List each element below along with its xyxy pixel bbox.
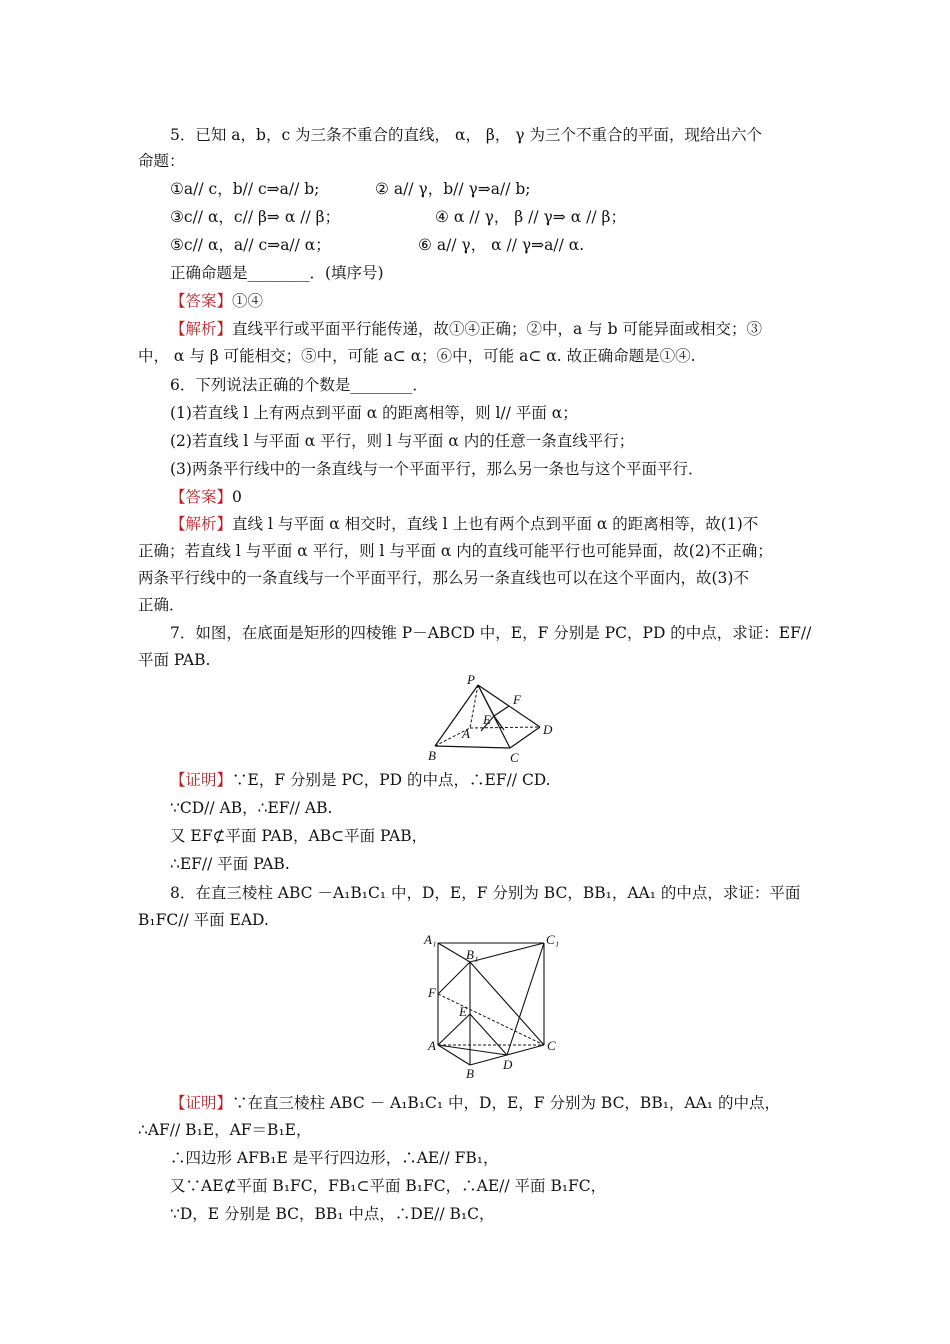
q6-analysis-line3: 两条平行线中的一条直线与一个平面平行，那么另一条直线也可以在这个平面内，故(3)不 [138, 569, 749, 587]
label-C: C [547, 1038, 556, 1053]
q8-proof-line4: 又∵AE⊄平面 B₁FC，FB₁⊂平面 B₁FC，∴AE// 平面 B₁FC， [170, 1177, 607, 1195]
q6-answer: 0 [232, 488, 242, 506]
q5-prop-6: ⑥ a// γ， α // γ⇒a// α. [418, 236, 585, 254]
q6-analysis-text1: 直线 l 与平面 α 相交时，直线 l 上也有两个点到平面 α 的距离相等，故(1)不 [232, 515, 759, 533]
pyramid-figure [420, 672, 560, 764]
analysis-tag: 【解析】 [170, 320, 233, 338]
q7-proof-line2: ∵CD// AB，∴EF// AB. [170, 799, 333, 817]
edge-PB [435, 685, 478, 746]
label-B: B [428, 748, 436, 763]
label-P: P [467, 672, 475, 687]
label-B1: B₁ [466, 947, 479, 962]
q7-proof-line1 [170, 767, 551, 793]
q6-analysis-line2: 正确；若直线 l 与平面 α 平行，则 l 与平面 α 内的直线可能平行也可能异面，故(2)不正确； [138, 542, 773, 560]
q7-stem-line2: 平面 PAB. [138, 651, 211, 669]
q5-prop-1: ①a// c，b// c⇒a// b; [170, 180, 320, 198]
q8-proof-line5: ∵D，E 分别是 BC，BB₁ 中点，∴DE// B₁C， [170, 1205, 495, 1223]
prism-diagram [420, 932, 570, 1082]
q6-answer-line [170, 484, 242, 510]
analysis-tag: 【解析】 [170, 515, 233, 533]
label-A: A [428, 1038, 436, 1053]
q8-proof-line2: ∴AF// B₁E，AF＝B₁E， [138, 1121, 312, 1139]
segment-ED [470, 1014, 507, 1055]
q8-proof-line1 [170, 1090, 780, 1116]
q5-prop-3: ③c// α，c// β⇒ α // β； [170, 208, 341, 226]
q5-analysis-line2: 中， α 与 β 可能相交；⑤中，可能 a⊂ α；⑥中，可能 a⊂ α. 故正确命题是①④. [138, 347, 696, 365]
q7-proof-text1: ∵E，F 分别是 PC，PD 的中点，∴EF// CD. [232, 771, 551, 789]
q5-prop-2: ② a// γ，b// γ⇒a// b; [375, 180, 531, 198]
q5-answer-line [170, 288, 263, 314]
segment-FB1 [438, 962, 470, 994]
edge-BC [435, 746, 510, 748]
segment-B1C [470, 962, 544, 1045]
q5-stem-line2: 命题： [138, 152, 185, 170]
q8-proof-line3: ∴四边形 AFB₁E 是平行四边形，∴AE// FB₁， [170, 1149, 499, 1167]
q5-prop-5: ⑤c// α，a// c⇒a// α； [170, 236, 331, 254]
edge-B1C1 [470, 943, 544, 962]
q8-stem-line2: B₁FC// 平面 EAD. [138, 911, 269, 929]
q6-analysis-line1 [170, 511, 758, 537]
answer-tag: 【答案】 [170, 292, 233, 310]
pyramid-diagram [420, 672, 560, 764]
edge-AD-hidden [470, 727, 540, 728]
label-A: A [462, 726, 470, 741]
edge-CD [510, 727, 540, 748]
q5-stem-line1: 5．已知 a，b，c 为三条不重合的直线， α， β， γ 为三个不重合的平面，现给出六个 [170, 126, 762, 144]
q7-proof-line3: 又 EF⊄平面 PAB，AB⊂平面 PAB， [170, 827, 428, 845]
prism-figure [420, 932, 570, 1082]
q7-stem-line1: 7．如图，在底面是矩形的四棱锥 P－ABCD 中，E，F 分别是 PC，PD 的中点，求证：EF// [170, 624, 812, 642]
q6-statement-2: (2)若直线 l 与平面 α 平行，则 l 与平面 α 内的任意一条直线平行； [170, 432, 635, 450]
answer-tag: 【答案】 [170, 488, 233, 506]
label-D: D [503, 1057, 513, 1072]
q5-prop-4: ④ α // γ， β // γ⇒ α // β； [435, 208, 626, 226]
segment-EF [494, 706, 509, 716]
q7-proof-line4: ∴EF// 平面 PAB. [170, 855, 290, 873]
q5-answer: ①④ [232, 292, 264, 310]
proof-tag: 【证明】 [170, 771, 233, 789]
q6-stem: 6．下列说法正确的个数是________． [170, 376, 428, 394]
q6-statement-3: (3)两条平行线中的一条直线与一个平面平行，那么另一条也与这个平面平行． [170, 460, 704, 478]
q5-analysis-text1: 直线平行或平面平行能传递，故①④正确；②中，a 与 b 可能异面或相交；③ [232, 320, 762, 338]
q5-blank: 正确命题是________．(填序号) [170, 264, 384, 282]
label-E: E [459, 1004, 467, 1019]
q6-analysis-line4: 正确． [138, 596, 185, 614]
label-A1: A₁ [424, 932, 437, 947]
q8-proof-text1: ∵在直三棱柱 ABC － A₁B₁C₁ 中，D，E，F 分别为 BC，BB₁，AA₁ 的中点， [232, 1094, 780, 1112]
label-C1: C₁ [546, 932, 560, 947]
label-D: D [543, 722, 553, 737]
label-B: B [466, 1066, 474, 1081]
segment-AD [438, 1045, 507, 1055]
edge-AB [438, 1045, 470, 1065]
q5-analysis-line1 [170, 316, 762, 342]
label-C: C [510, 750, 519, 764]
label-E: E [483, 712, 491, 727]
label-F: F [428, 985, 436, 1000]
q6-statement-1: (1)若直线 l 上有两点到平面 α 的距离相等，则 l// 平面 α； [170, 404, 578, 422]
proof-tag: 【证明】 [170, 1094, 233, 1112]
label-F: F [513, 692, 521, 707]
q8-stem-line1: 8．在直三棱柱 ABC －A₁B₁C₁ 中，D，E，F 分别为 BC，BB₁，AA₁ 的中点，求证：平面 [170, 884, 801, 902]
